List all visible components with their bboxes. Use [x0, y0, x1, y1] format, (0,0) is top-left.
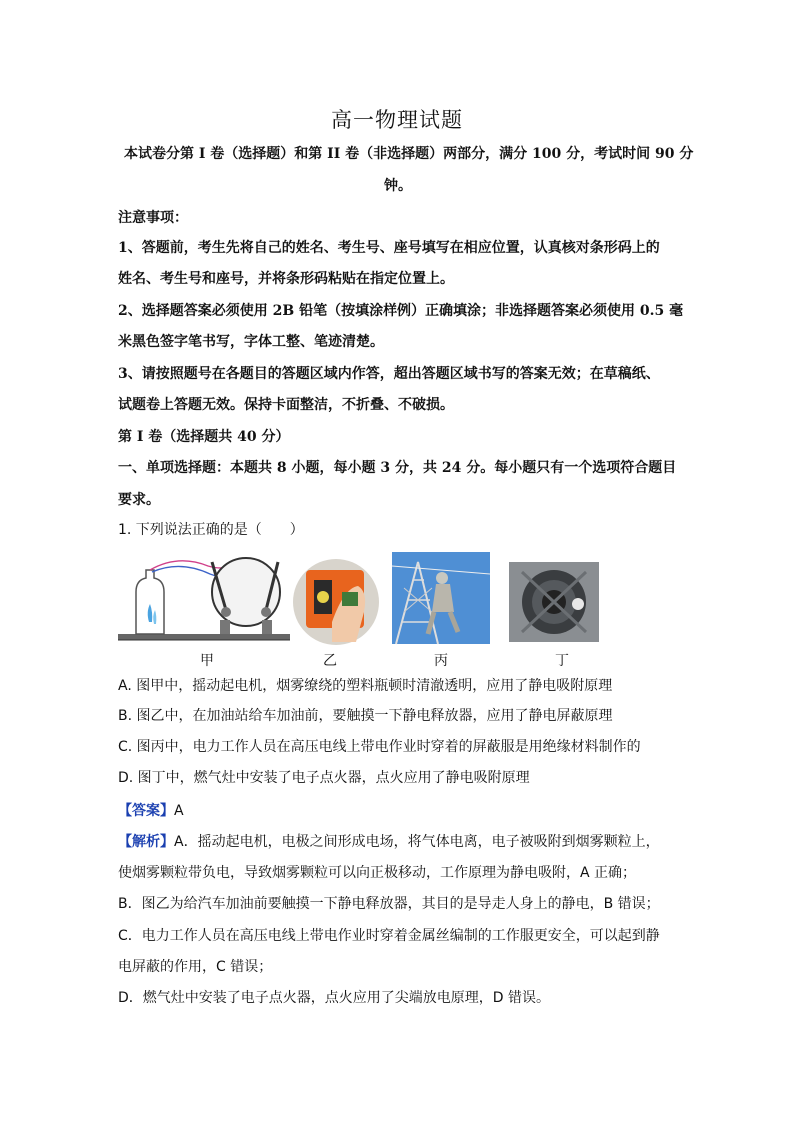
- section-1-line-1: 一、单项选择题：本题共 8 小题，每小题 3 分，共 24 分。每小题只有一个选项符合题目: [118, 460, 677, 476]
- analysis-line-5: 电屏蔽的作用，C 错误；: [118, 959, 273, 975]
- answer-line: [118, 801, 678, 821]
- note-2-line-2: 米黑色签字笔书写，字体工整、笔迹清楚。: [118, 334, 384, 350]
- figure-label-ding: 丁: [555, 653, 569, 669]
- analysis-line-3: B．图乙为给汽车加油前要触摸一下静电释放器，其目的是导走人身上的静电，B 错误；: [118, 896, 660, 912]
- note-2-line-1: 2、选择题答案必须使用 2B 铅笔（按填涂样例）正确填涂；非选择题答案必须使用 0.5 毫: [118, 303, 684, 319]
- figure-label-yi: 乙: [323, 653, 337, 669]
- intro-line-2: 钟。: [384, 178, 412, 194]
- intro-line-1: 本试卷分第 I 卷（选择题）和第 II 卷（非选择题）两部分，满分 100 分，考试时间 90 分: [124, 146, 694, 162]
- notes-heading: 注意事项：: [118, 210, 188, 226]
- figure-label-bing: 丙: [434, 653, 448, 669]
- analysis-line-2: 使烟雾颗粒带负电，导致烟雾颗粒可以向正极移动，工作原理为静电吸附，A 正确；: [118, 865, 637, 881]
- note-1-line-2: 姓名、考生号和座号，并将条形码粘贴在指定位置上。: [118, 271, 454, 287]
- analysis-line-4: C．电力工作人员在高压电线上带电作业时穿着金属丝编制的工作服更安全，可以起到静: [118, 928, 660, 944]
- note-3-line-1: 3、请按照题号在各题目的答题区域内作答，超出答题区域书写的答案无效；在草稿纸、: [118, 366, 660, 382]
- option-c: C. 图丙中，电力工作人员在高压电线上带电作业时穿着的屏蔽服是用绝缘材料制作的: [118, 739, 641, 755]
- question-1-stem: 1. 下列说法正确的是（ ）: [118, 522, 304, 538]
- figure-label-jia: 甲: [200, 653, 214, 669]
- part-1-heading: 第 I 卷（选择题共 40 分）: [118, 429, 290, 445]
- section-1-line-2: 要求。: [118, 492, 160, 508]
- answer-value: A: [174, 803, 184, 819]
- analysis-line-6: D．燃气灶中安装了电子点火器，点火应用了尖端放电原理，D 错误。: [118, 990, 551, 1006]
- figure-yi-static-releaser: [293, 559, 379, 645]
- figure-jia-electrostatic-machine: [118, 558, 290, 640]
- option-d: D. 图丁中，燃气灶中安装了电子点火器，点火应用了静电吸附原理: [118, 770, 530, 786]
- page-title: 高一物理试题: [331, 108, 463, 132]
- option-b: B. 图乙中，在加油站给车加油前，要触摸一下静电释放器，应用了静电屏蔽原理: [118, 708, 613, 724]
- figure-bing-power-line-worker: [392, 552, 490, 644]
- note-1-line-1: 1、答题前，考生先将自己的姓名、考生号、座号填写在相应位置，认真核对条形码上的: [118, 240, 660, 256]
- option-a: A. 图甲中，摇动起电机，烟雾缭绕的塑料瓶顿时清澈透明，应用了静电吸附原理: [118, 678, 613, 694]
- figure-ding-gas-stove-igniter: [509, 562, 599, 642]
- analysis-text-1: A．摇动起电机，电极之间形成电场，将气体电离，电子被吸附到烟雾颗粒上，: [174, 834, 660, 850]
- note-3-line-2: 试题卷上答题无效。保持卡面整洁，不折叠、不破损。: [118, 397, 454, 413]
- analysis-line-1: [118, 832, 678, 852]
- analysis-tag: 【解析】: [118, 834, 174, 850]
- answer-tag: 【答案】: [118, 803, 174, 819]
